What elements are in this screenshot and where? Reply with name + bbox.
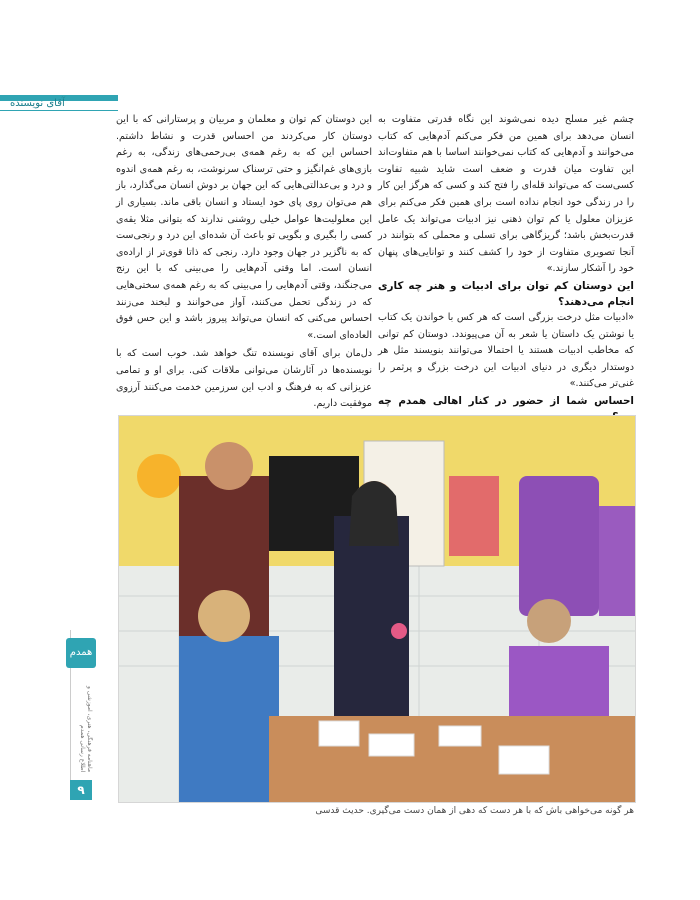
paragraph: این دوستان کم توان و معلمان و مربیان و پرستارانی که با این دوستان کار می‌کردند من احساس قدرت و نشاط داشتم. احساس این که به رغم همه‌ی بی‌رحمی‌های زندگی، به رغم بازی‌های غم‌انگیز و حتی ترسناک سرنوشت، به رغم همه‌ی اندوه و درد و بی‌عدالتی‌هایی که این جهان بر دوش انسان می‌گذارد، باز هم می‌توان روی پای خود ایستاد و انسان باقی ماند. بسیاری از این معلولیت‌ها عوامل خیلی روشنی ندارند که بتوانی مثلا یقه‌ی کسی را بگیری و بگویی تو باعث آن شده‌ای این درد و رنجی‌ست که به ناگزیر در جهان وجود دارد. رنجی که ذاتا قوی‌تر از اراده‌ی انسان است. اما وقتی آدم‌هایی را می‌بینی که با این رنج می‌جنگند، وقتی آدم‌هایی را می‌بینی که به رغم همه‌ی سختی‌هایی که در زندگی تحمل می‌کنند، آواز می‌خوانند و لبخند می‌زنند احساس می‌کنی که انسان می‌تواند پیروز باشد و این حس فوق العاده‌ای است.»	[116, 114, 372, 341]
magazine-tagline: ماهنامه فرهنگی، هنری، آموزشی و اطلاع رسانی همدم	[79, 685, 93, 772]
paragraph: چشم غیر مسلح دیده نمی‌شوند این نگاه قدرتی متفاوت به انسان می‌دهد برای همین من فکر می‌کنم آدم‌هایی که کتاب می‌خوانند و آدم‌هایی که کتاب نمی‌خوانند اساسا با هم متفاوت‌اند این تفاوت میان قدرت و ضعف است شاید شبیه تفاوت کسی‌ست که می‌تواند قله‌ای را فتح کند و کسی که هرگز این کار را در زندگی خود انجام نداده است برای همین فکر می‌کنم برای عزیزان معلول یا کم توان ذهنی نیز ادبیات می‌تواند یک عامل قدرت‌بخش باشد؛ گریزگاهی برای تسلی و محملی که بتوانند در آنجا تصویری متفاوت از خود را کشف کنند و توانایی‌های پنهان خود را آشکار سازند.»	[378, 114, 634, 275]
paragraph: «ادبیات مثل درخت بزرگی است که هر کس با خواندن یک کتاب یا نوشتن یک داستان یا شعر به آن می‌پیوندد. دوستان کم توانی که مخاطب ادبیات هستند یا احتمالا می‌توانند بنویسند مثل هر دوستدار دیگری در دنیای ادبیات این درخت بزرگ و پرثمر را غنی‌تر می‌کنند.»	[378, 311, 634, 390]
right-text-column	[378, 112, 634, 458]
classroom-photo	[118, 415, 636, 803]
section-label: آقای نویسنده	[10, 98, 65, 109]
photo-caption: هر گونه می‌خواهی باش که با هر دست که دهی از همان دست می‌گیری. حدیث قدسی	[315, 806, 634, 816]
section-underline	[0, 110, 118, 111]
page-number: ۹	[70, 780, 92, 800]
classroom-illustration	[119, 416, 635, 802]
interview-question: این دوستان کم توان برای ادبیات و هنر چه کاری انجام می‌دهند؟	[378, 279, 634, 308]
magazine-logo: همدم	[66, 638, 96, 668]
paragraph: دل‌مان برای آقای نویسنده تنگ خواهد شد. خوب است که با نویسنده‌ها در آثارشان می‌توانی ملاقات کنی. برای او و تمامی عزیزانی که به فرهنگ و ادب این سرزمین خدمت می‌کنند آرزوی موفقیت داریم.	[116, 348, 372, 410]
left-text-column	[116, 112, 372, 413]
interview-question: احساس شما از حضور در کنار اهالی همدم چه	[378, 394, 634, 407]
